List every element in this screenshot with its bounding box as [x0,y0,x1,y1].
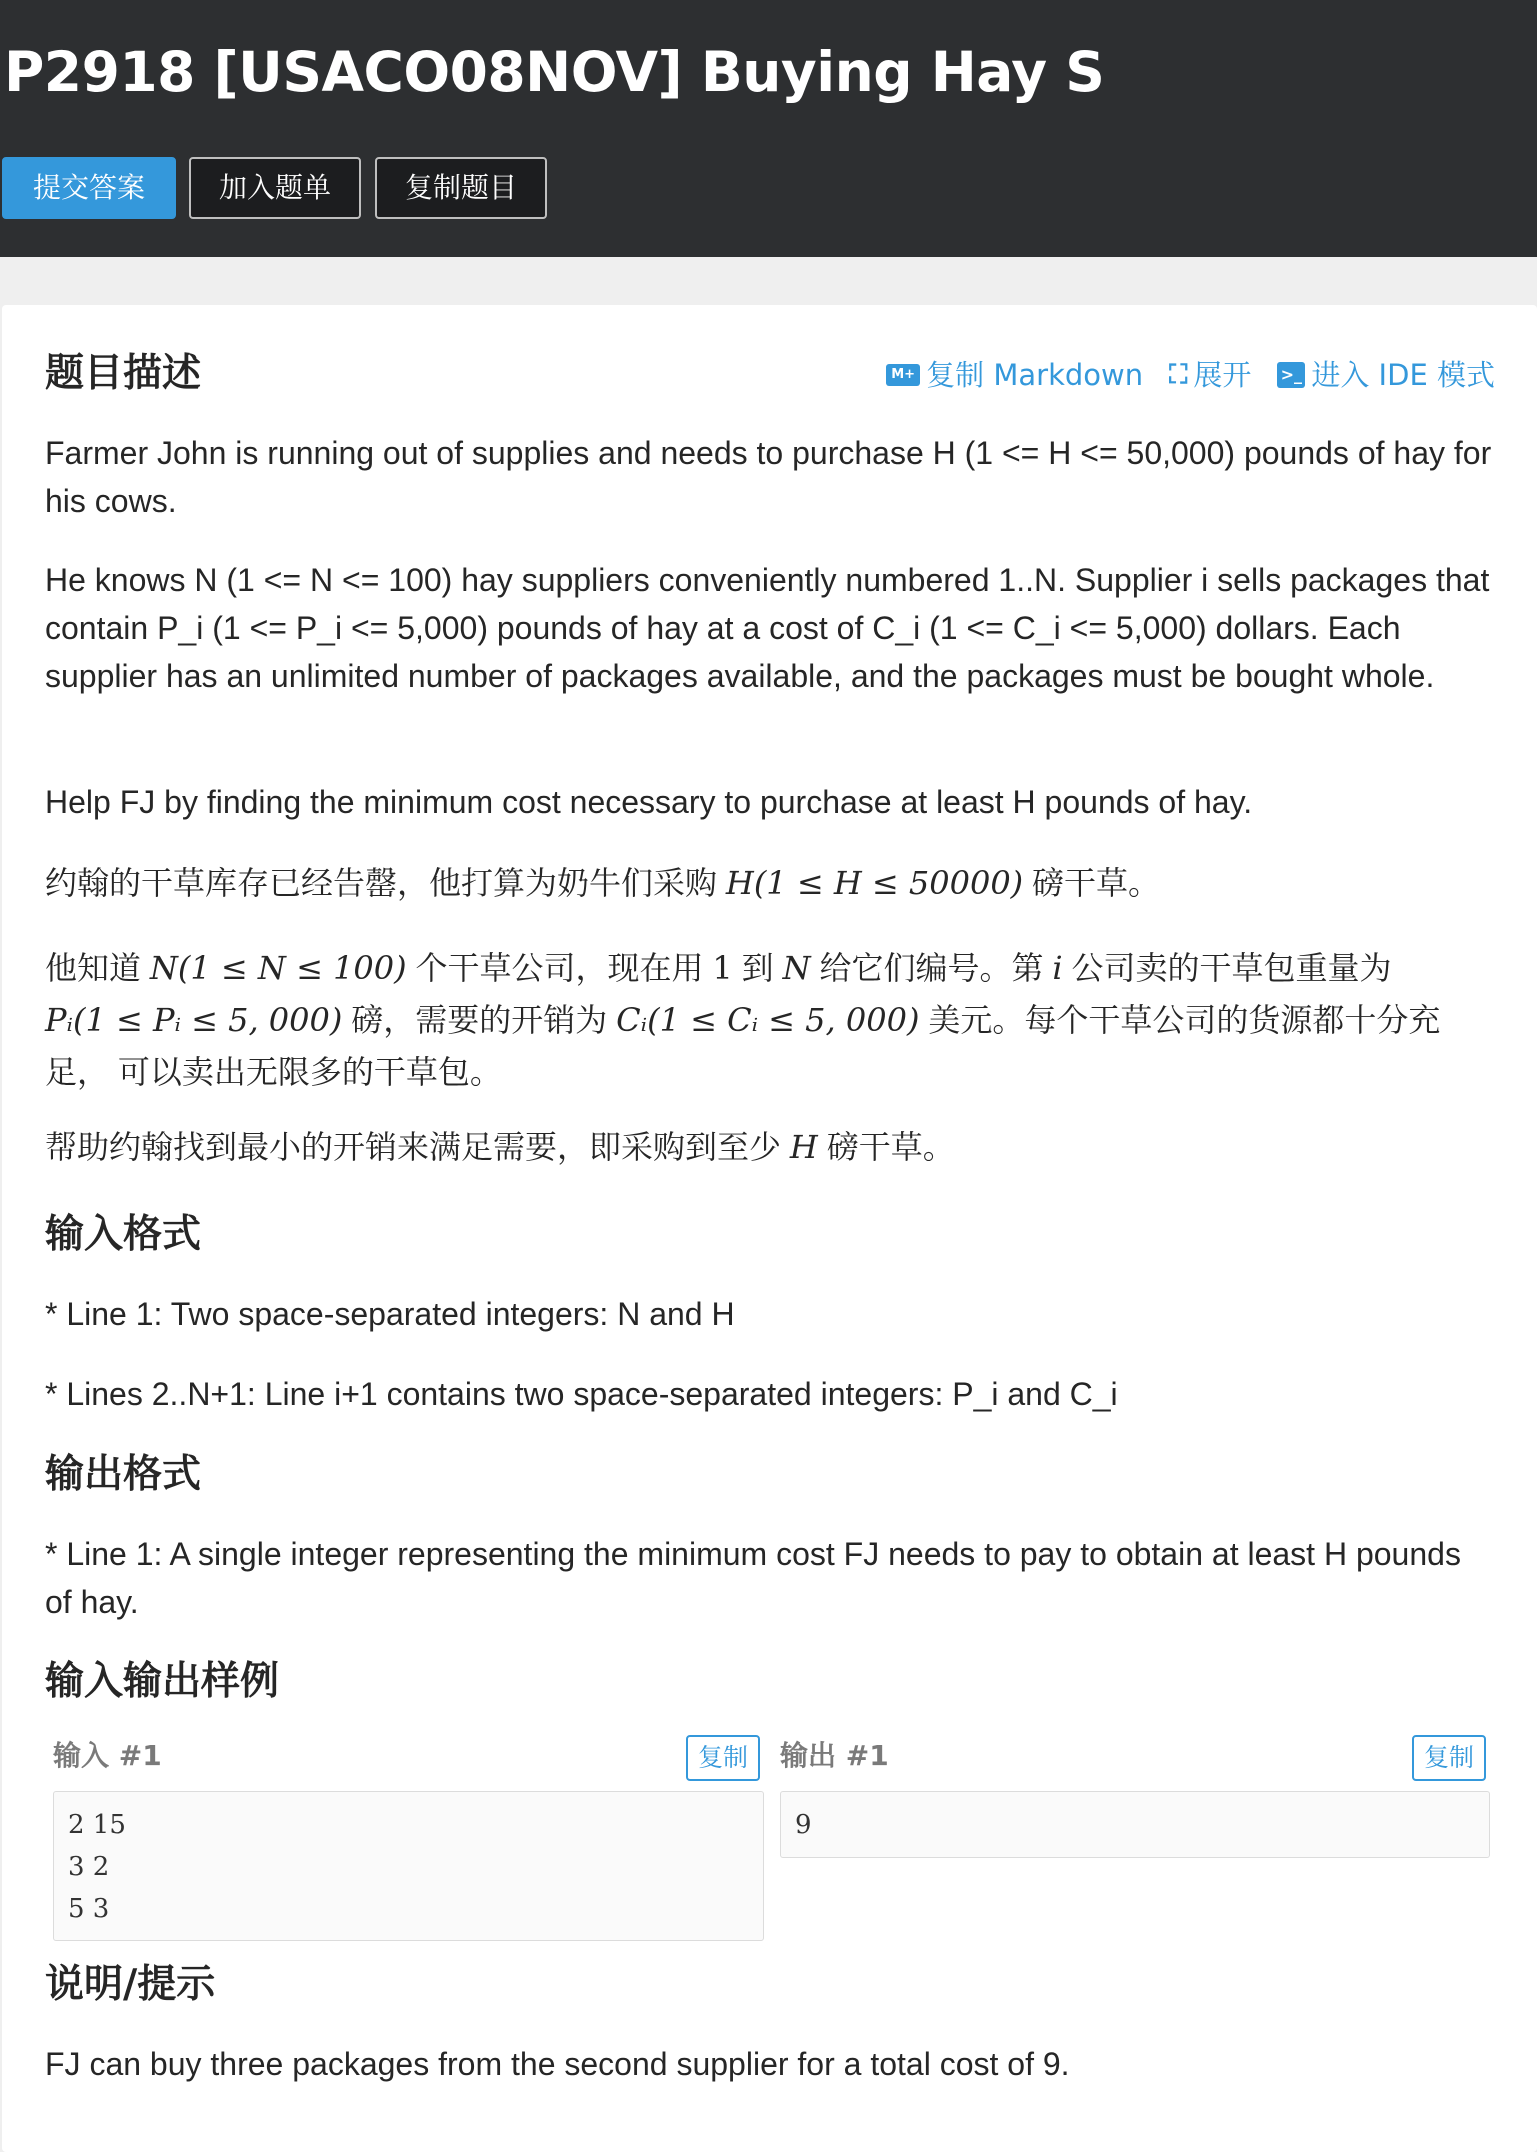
code-line: 2 15 [68,1810,126,1840]
sample-output-box [780,1791,1490,1858]
hint-heading: 说明/提示 [45,1962,216,2007]
description-paragraph: Farmer John is running out of supplies and needs to purchase H (1 <= H <= 50,000) pounds of hay for his cows. [45,435,1492,519]
input-format-heading: 输入格式 [45,1212,202,1257]
terminal-icon: >_ [1277,362,1305,388]
markdown-icon: M+ [886,364,920,386]
problem-toolbar [886,355,1495,395]
sample-input-label: 输入 #1 [53,1739,162,1772]
samples-heading: 输入输出样例 [45,1659,280,1704]
text-span: 约翰的干草库存已经告罄，他打算为奶牛们采购 [45,865,726,901]
math-expression: N(1 ≤ N ≤ 100) [149,949,407,987]
description-heading: 题目描述 [45,351,202,396]
input-format-line: * Line 1: Two space-separated integers: N and H [45,1296,735,1332]
copy-markdown-label: 复制 Markdown [926,358,1144,392]
expand-icon: ⛶ [1169,360,1188,390]
copy-output-button[interactable]: 复制 [1412,1735,1486,1781]
text-span: 到 [732,950,783,986]
copy-markdown-link[interactable] [886,355,1143,395]
text-span: 给它们编号。第 [810,950,1053,986]
input-format-line: * Lines 2..N+1: Line i+1 contains two space-separated integers: P_i and C_i [45,1376,1118,1412]
output-format-heading: 输出格式 [45,1452,202,1497]
hint-text: FJ can buy three packages from the second supplier for a total cost of 9. [45,2046,1070,2082]
sample-input-box [53,1791,764,1941]
text-span: 磅干草。 [817,1129,955,1165]
math-expression: i [1052,949,1063,987]
text-span: 公司卖的干草包重量为 [1062,950,1392,986]
problem-header [0,0,1537,257]
text-span: 磅，需要的开销为 [342,1002,617,1038]
math-expression: H(1 ≤ H ≤ 50000) [725,864,1024,902]
text-span: 美元。每个干草公司的货源都十分充 [919,1002,1441,1038]
code-line: 9 [795,1810,812,1840]
math-expression: Pᵢ(1 ≤ Pᵢ ≤ 5, 000) [45,1001,343,1039]
copy-input-button[interactable]: 复制 [686,1735,760,1781]
code-line: 3 2 [68,1852,110,1882]
math-expression: H [789,1128,818,1166]
text-span: 帮助约翰找到最小的开销来满足需要，即采购到至少 [45,1129,790,1165]
ide-mode-link[interactable] [1277,355,1495,395]
page-title: P2918 [USACO08NOV] Buying Hay S [4,40,1105,104]
description-paragraph: He knows N (1 <= N <= 100) hay suppliers conveniently numbered 1..N. Supplier i sells packages that contain P_i (1 <= P_i <= 5,000) pounds of hay at a cost of C_i (1 <= C_i <= 5,000) dollars. Each supplier has an unlimited number of packages available, and the packages must be bought whole. [45,562,1490,694]
code-line: 5 3 [68,1894,110,1924]
sample-output-label: 输出 #1 [780,1739,889,1772]
problem-card [2,305,1537,2152]
text-span: 他知道 [45,950,150,986]
output-format-line: * Line 1: A single integer representing the minimum cost FJ needs to pay to obtain at least H pounds of hay. [45,1536,1461,1620]
math-expression: N [782,949,811,987]
description-cn-paragraph [45,859,1495,907]
ide-mode-label: 进入 IDE 模式 [1311,358,1495,392]
text-span: 磅干草。 [1023,865,1161,901]
add-to-list-button[interactable]: 加入题单 [189,157,361,219]
description-paragraph: Help FJ by finding the minimum cost necessary to purchase at least H pounds of hay. [45,784,1253,820]
expand-link[interactable] [1169,355,1251,395]
description-cn-paragraph [45,942,1495,1098]
submit-button[interactable]: 提交答案 [2,157,176,219]
math-expression: 1 [712,949,733,987]
copy-problem-button[interactable]: 复制题目 [375,157,547,219]
math-expression: Cᵢ(1 ≤ Cᵢ ≤ 5, 000) [616,1001,920,1039]
text-span: 个干草公司，现在用 [406,950,713,986]
text-span: 足， 可以卖出无限多的干草包。 [45,1054,502,1090]
description-cn-paragraph [45,1123,1495,1171]
expand-label: 展开 [1193,358,1252,392]
